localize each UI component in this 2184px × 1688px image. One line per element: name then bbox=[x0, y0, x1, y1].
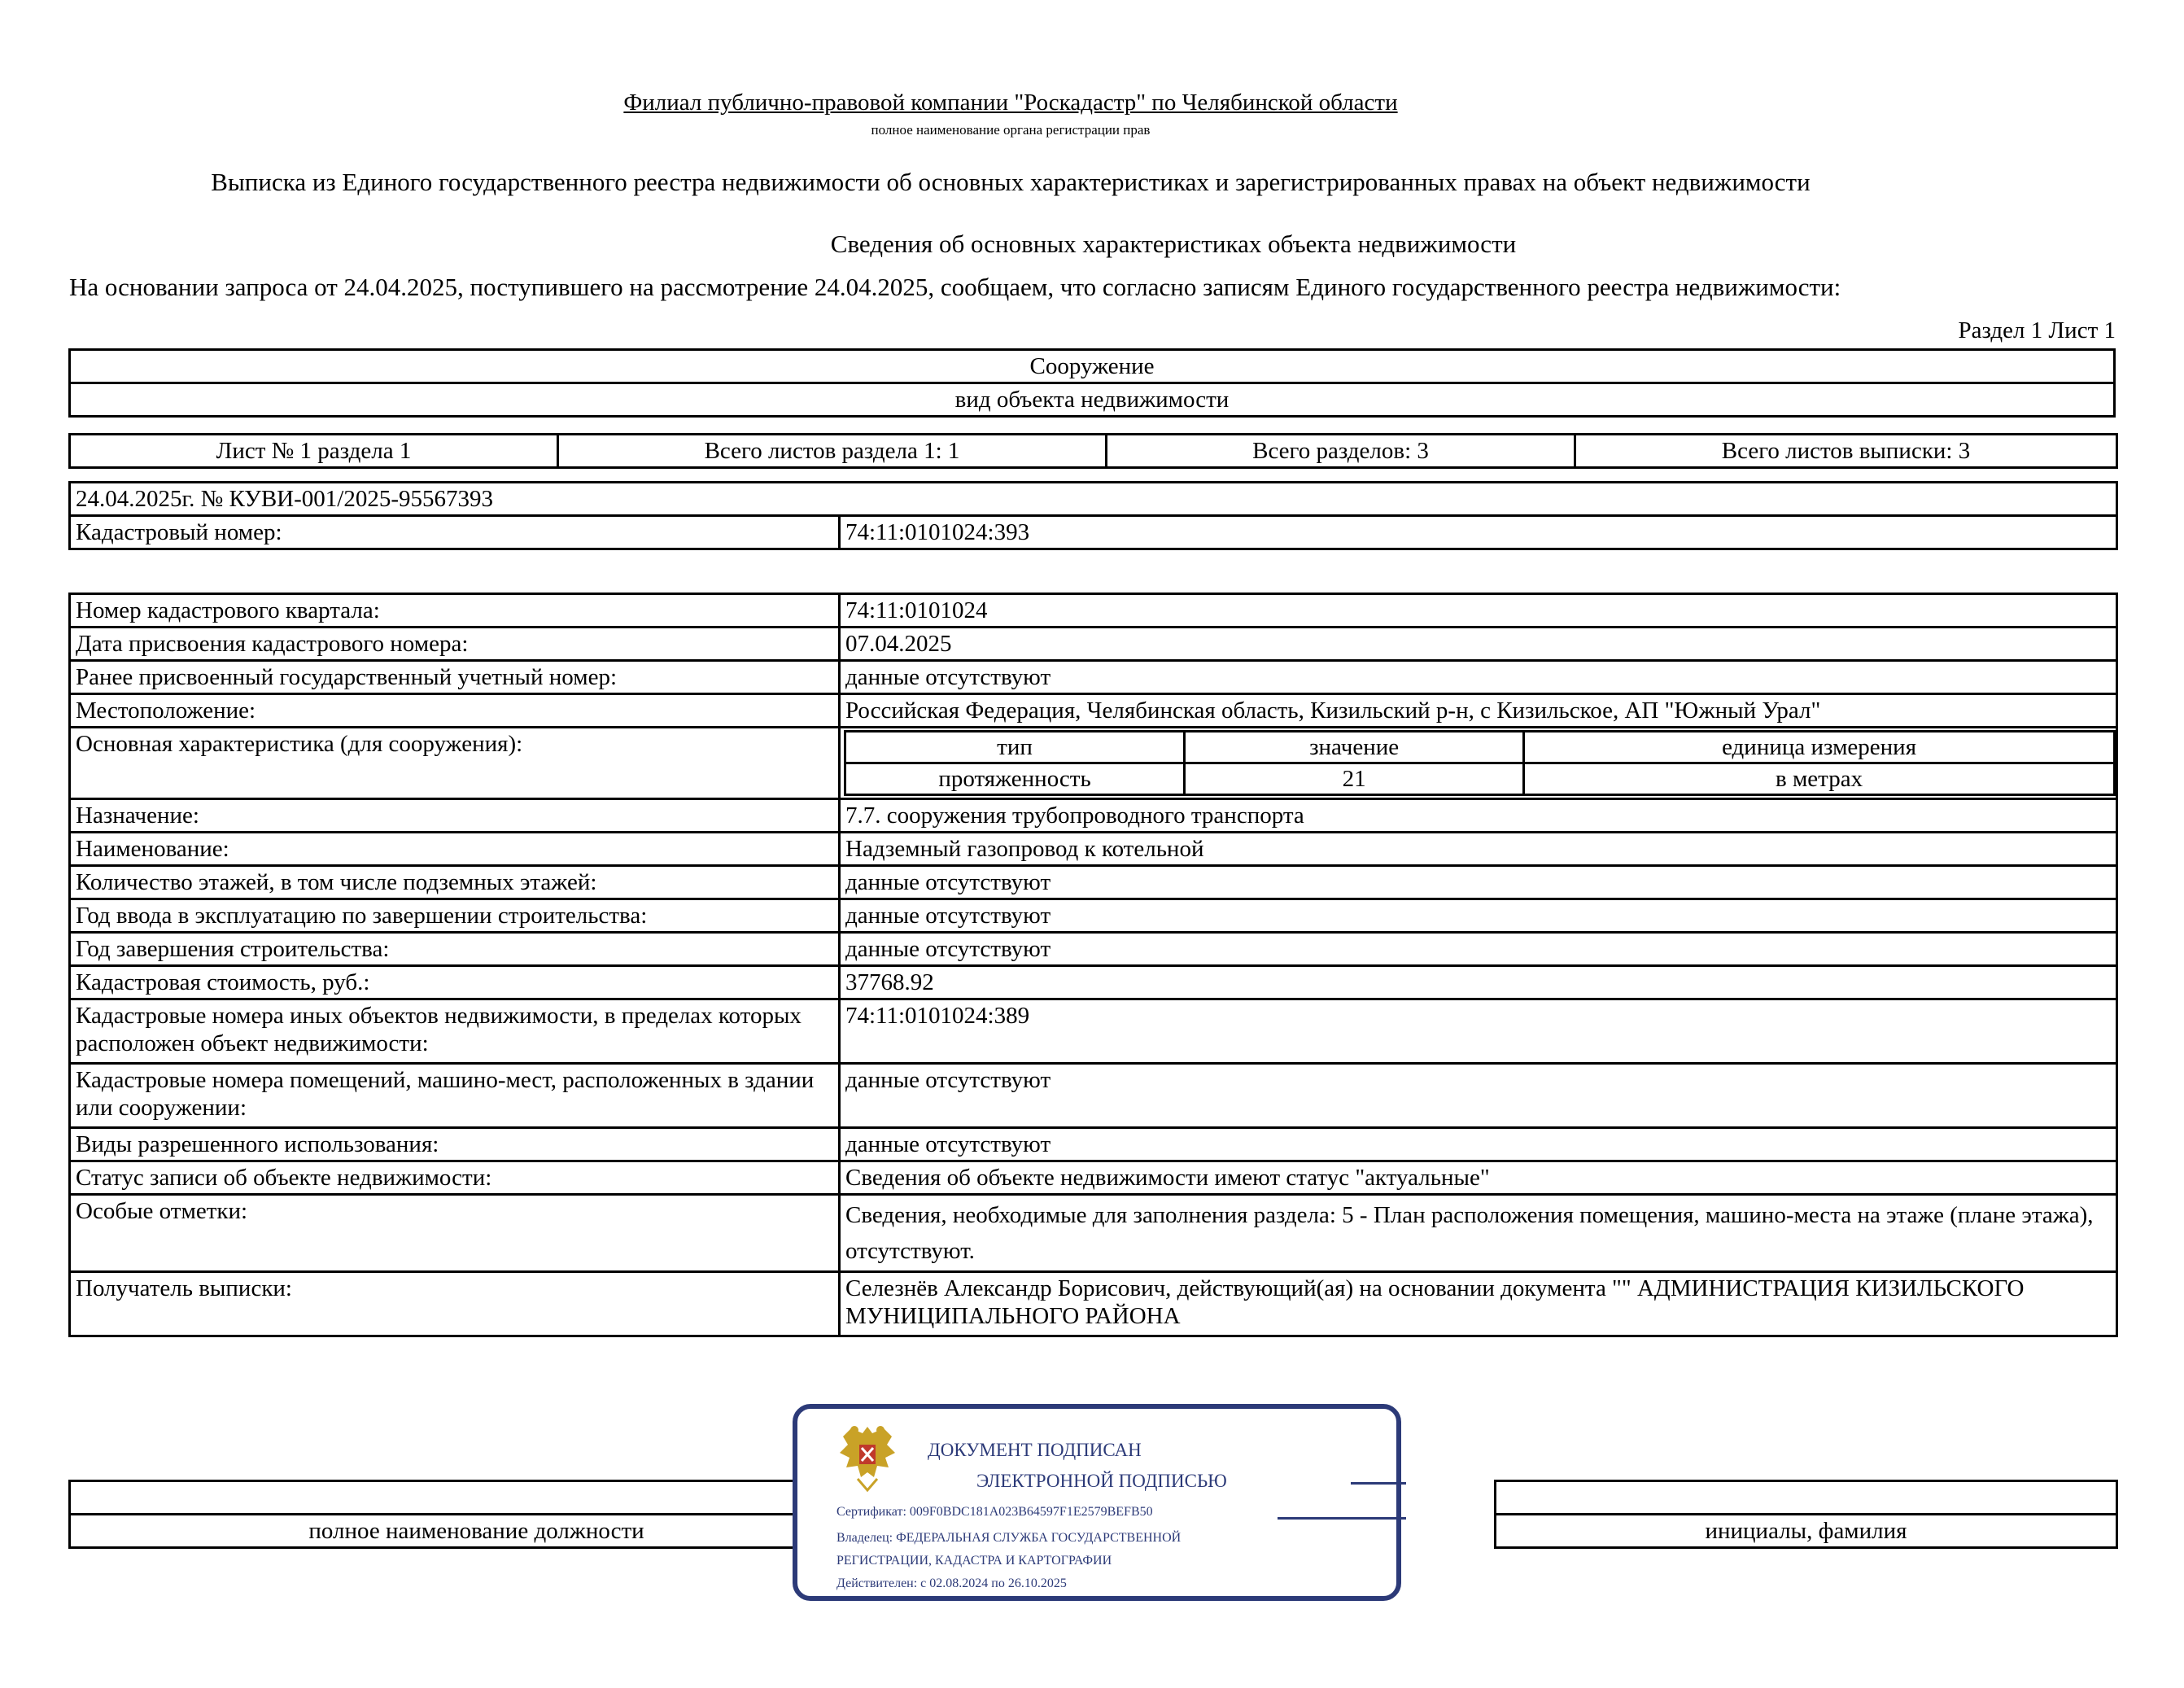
table-row bbox=[70, 728, 2117, 799]
table-row bbox=[70, 1128, 2117, 1161]
stamp-line2: ЭЛЕКТРОННОЙ ПОДПИСЬЮ bbox=[976, 1471, 1227, 1491]
table-row bbox=[70, 594, 2117, 628]
stamp-owner-line1: Владелец: ФЕДЕРАЛЬНАЯ СЛУЖБА ГОСУДАРСТВЕННОЙ bbox=[836, 1531, 1182, 1545]
row-label: Номер кадастрового квартала: bbox=[70, 594, 840, 628]
stamp-validity: Действителен: с 02.08.2024 по 26.10.2025 bbox=[836, 1576, 1067, 1590]
position-caption: полное наименование должности bbox=[70, 1515, 884, 1548]
table-row bbox=[70, 694, 2117, 728]
row-label: Кадастровая стоимость, руб.: bbox=[70, 966, 840, 999]
table-row bbox=[70, 1195, 2117, 1272]
table-row bbox=[70, 1064, 2117, 1128]
char-header-unit: единица измерения bbox=[1524, 732, 2115, 763]
total-sheets: Всего листов выписки: 3 bbox=[1575, 435, 2117, 468]
table-row bbox=[70, 933, 2117, 966]
row-label: Кадастровые номера помещений, машино-мест, расположенных в здании или сооружении: bbox=[70, 1064, 840, 1128]
characteristics-table bbox=[68, 593, 2118, 1337]
table-row bbox=[70, 866, 2117, 899]
char-unit: в метрах bbox=[1524, 763, 2115, 795]
row-label: Ранее присвоенный государственный учетный номер: bbox=[70, 661, 840, 694]
table-row bbox=[70, 799, 2117, 833]
sheet-number: Лист № 1 раздела 1 bbox=[70, 435, 558, 468]
row-label: Количество этажей, в том числе подземных этажей: bbox=[70, 866, 840, 899]
extract-number-table bbox=[68, 481, 2118, 550]
cadastral-number-label: Кадастровый номер: bbox=[70, 516, 840, 549]
main-characteristic-cell bbox=[840, 728, 2117, 799]
table-row bbox=[70, 899, 2117, 933]
row-value: данные отсутствуют bbox=[840, 1128, 2117, 1161]
char-value: 21 bbox=[1185, 763, 1524, 795]
row-label: Наименование: bbox=[70, 833, 840, 866]
name-field bbox=[1496, 1481, 2117, 1515]
section-title: Сведения об основных характеристиках объекта недвижимости bbox=[830, 230, 1517, 258]
row-label: Назначение: bbox=[70, 799, 840, 833]
char-header-type: тип bbox=[845, 732, 1185, 763]
basis-text: На основании запроса от 24.04.2025, поступившего на рассмотрение 24.04.2025, сообщаем, что согласно записям Единого государственного реестра недвижимости: bbox=[69, 273, 1841, 301]
row-label: Получатель выписки: bbox=[70, 1272, 840, 1336]
name-caption: инициалы, фамилия bbox=[1496, 1515, 2117, 1548]
row-value: данные отсутствуют bbox=[840, 661, 2117, 694]
row-value: данные отсутствуют bbox=[840, 933, 2117, 966]
stamp-divider bbox=[1278, 1517, 1406, 1520]
row-value: 07.04.2025 bbox=[840, 628, 2117, 661]
stamp-owner-line2: РЕГИСТРАЦИИ, КАДАСТРА И КАРТОГРАФИИ bbox=[836, 1554, 1112, 1568]
row-label: Год ввода в эксплуатацию по завершении строительства: bbox=[70, 899, 840, 933]
total-sheets-section: Всего листов раздела 1: 1 bbox=[558, 435, 1107, 468]
row-label: Местоположение: bbox=[70, 694, 840, 728]
row-label: Кадастровые номера иных объектов недвижимости, в пределах которых расположен объект недвижимости: bbox=[70, 999, 840, 1064]
org-name: Филиал публично-правовой компании "Роскадастр" по Челябинской области bbox=[623, 90, 1398, 116]
sheet-reference: Раздел 1 Лист 1 bbox=[1958, 317, 2116, 343]
stamp-divider bbox=[1351, 1482, 1406, 1485]
main-characteristic-table bbox=[844, 730, 2116, 796]
row-value: Российская Федерация, Челябинская область, Кизильский р-н, с Кизильское, АП "Южный Урал" bbox=[840, 694, 2117, 728]
row-label: Дата присвоения кадастрового номера: bbox=[70, 628, 840, 661]
total-sections: Всего разделов: 3 bbox=[1107, 435, 1575, 468]
org-caption: полное наименование органа регистрации прав bbox=[871, 122, 1151, 138]
table-row bbox=[70, 966, 2117, 999]
row-label: Год завершения строительства: bbox=[70, 933, 840, 966]
table-row bbox=[70, 1161, 2117, 1195]
row-value: Селезнёв Александр Борисович, действующий(ая) на основании документа "" АДМИНИСТРАЦИЯ КИЗИЛЬСКОГО МУНИЦИПАЛЬНОГО РАЙОНА bbox=[840, 1272, 2117, 1336]
row-label: Особые отметки: bbox=[70, 1195, 840, 1272]
row-value: Сведения об объекте недвижимости имеют статус "актуальные" bbox=[840, 1161, 2117, 1195]
row-value: 7.7. сооружения трубопроводного транспорта bbox=[840, 799, 2117, 833]
table-row bbox=[70, 661, 2117, 694]
object-kind-caption: вид объекта недвижимости bbox=[70, 383, 2115, 417]
sheets-info-table bbox=[68, 433, 2118, 469]
table-row bbox=[70, 833, 2117, 866]
table-row bbox=[70, 1272, 2117, 1336]
row-value: 74:11:0101024:389 bbox=[840, 999, 2117, 1064]
row-value: данные отсутствуют bbox=[840, 1064, 2117, 1128]
double-headed-eagle-emblem-icon bbox=[833, 1420, 902, 1493]
table-row bbox=[70, 628, 2117, 661]
row-value: 37768.92 bbox=[840, 966, 2117, 999]
row-value: 74:11:0101024 bbox=[840, 594, 2117, 628]
document-title: Выписка из Единого государственного реестра недвижимости об основных характеристиках и зарегистрированных правах на объект недвижимости bbox=[211, 168, 1811, 196]
object-kind-table bbox=[68, 348, 2116, 418]
object-kind-value: Сооружение bbox=[70, 350, 2115, 383]
stamp-line1: ДОКУМЕНТ ПОДПИСАН bbox=[928, 1440, 1142, 1460]
row-label: Виды разрешенного использования: bbox=[70, 1128, 840, 1161]
cadastral-number-value: 74:11:0101024:393 bbox=[840, 516, 2117, 549]
stamp-certificate: Сертификат: 009F0BDC181A023B64597F1E2579BEFB50 bbox=[836, 1505, 1153, 1519]
extract-number: 24.04.2025г. № КУВИ-001/2025-95567393 bbox=[70, 483, 2117, 516]
char-type: протяженность bbox=[845, 763, 1185, 795]
row-value: Надземный газопровод к котельной bbox=[840, 833, 2117, 866]
char-header-value: значение bbox=[1185, 732, 1524, 763]
electronic-signature-stamp bbox=[793, 1404, 1401, 1601]
row-label: Статус записи об объекте недвижимости: bbox=[70, 1161, 840, 1195]
row-value: данные отсутствуют bbox=[840, 899, 2117, 933]
position-field bbox=[70, 1481, 884, 1515]
table-row bbox=[70, 999, 2117, 1064]
row-value: Сведения, необходимые для заполнения раздела: 5 - План расположения помещения, машино-места на этаже (плане этажа), отсутствуют. bbox=[840, 1195, 2117, 1272]
main-characteristic-label: Основная характеристика (для сооружения): bbox=[70, 728, 840, 799]
row-value: данные отсутствуют bbox=[840, 866, 2117, 899]
